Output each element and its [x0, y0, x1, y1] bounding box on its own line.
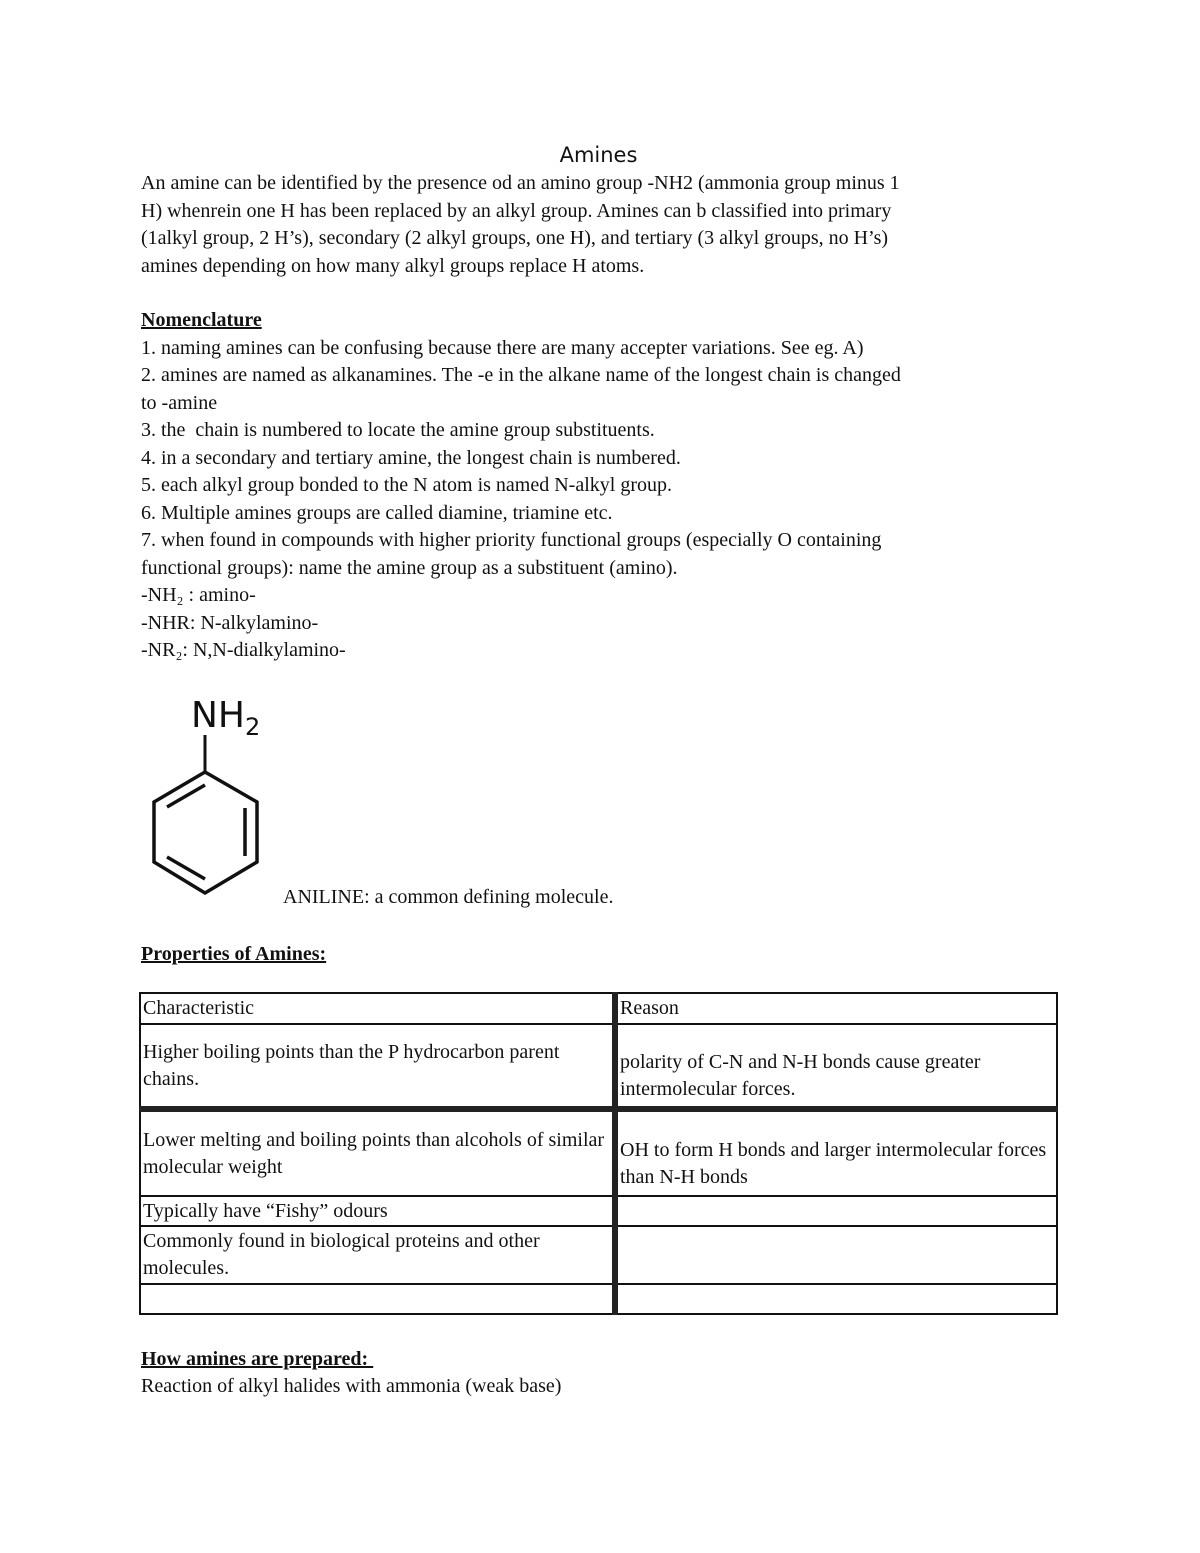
- intro-line: amines depending on how many alkyl groups replace H atoms.: [141, 254, 645, 277]
- intro-line: An amine can be identified by the presence od an amino group -NH2 (ammonia group minus 1: [141, 172, 900, 194]
- table-cell: [140, 1284, 615, 1314]
- nomenclature-line: 7. when found in compounds with higher priority functional groups (especially O containing: [141, 529, 882, 551]
- benzene-ring: [154, 772, 257, 893]
- nomenclature-line: to -amine: [141, 391, 218, 414]
- nomenclature-line: 1. naming amines can be confusing because there are many accepter variations. See eg. A): [141, 336, 864, 359]
- table-row: [140, 1109, 1057, 1196]
- nomenclature-line: 2. amines are named as alkanamines. The -e in the alkane name of the longest chain is changed: [141, 364, 901, 386]
- properties-table: [139, 992, 1058, 1315]
- table-header-row: [140, 993, 1057, 1024]
- intro-line: H) whenrein one H has been replaced by an alkyl group. Amines can b classified into primary: [141, 199, 892, 222]
- table-cell: Commonly found in biological proteins and other molecules.: [140, 1226, 615, 1284]
- table-cell: Higher boiling points than the P hydrocarbon parent chains.: [140, 1024, 615, 1109]
- ring-double-bond: [167, 785, 205, 807]
- nomenclature-line: 3. the chain is numbered to locate the amine group substituents.: [141, 419, 655, 441]
- ring-double-bond: [167, 857, 205, 879]
- table-row: [140, 1196, 1057, 1226]
- table-cell: Typically have “Fishy” odours: [140, 1196, 615, 1226]
- nomenclature-heading: Nomenclature: [141, 309, 262, 331]
- nomenclature-line: 5. each alkyl group bonded to the N atom is named N-alkyl group.: [141, 474, 672, 496]
- preparation-heading: How amines are prepared:: [141, 1348, 374, 1370]
- preparation-text: Reaction of alkyl halides with ammonia (weak base): [141, 1375, 562, 1397]
- table-row: [140, 1226, 1057, 1284]
- properties-heading: Properties of Amines:: [141, 943, 327, 965]
- header-cell: Characteristic: [140, 993, 615, 1024]
- aniline-structure: [147, 690, 277, 900]
- page-title: Amines: [559, 143, 638, 167]
- table-cell: polarity of C-N and N-H bonds cause greater intermolecular forces.: [615, 1024, 1057, 1109]
- aniline-caption: ANILINE: a common defining molecule.: [283, 886, 614, 908]
- nomenclature-line: -NR₂: N,N-dialkylamino-: [141, 639, 346, 661]
- table-row: [140, 1284, 1057, 1314]
- nomenclature-line: 4. in a secondary and tertiary amine, the longest chain is numbered.: [141, 446, 681, 469]
- nomenclature-line: 6. Multiple amines groups are called diamine, triamine etc.: [141, 501, 613, 524]
- amine-label: $NH_2$: [191, 695, 261, 741]
- intro-line: (1alkyl group, 2 H’s), secondary (2 alkyl groups, one H), and tertiary (3 alkyl groups, no H’s): [141, 227, 889, 249]
- table-cell: [615, 1196, 1057, 1226]
- table-cell: OH to form H bonds and larger intermolecular forces than N-H bonds: [615, 1109, 1057, 1196]
- table-cell: Lower melting and boiling points than alcohols of similar molecular weight: [140, 1109, 615, 1196]
- nomenclature-line: functional groups): name the amine group as a substituent (amino).: [141, 556, 678, 579]
- table-cell: [615, 1284, 1057, 1314]
- nomenclature-line: -NHR: N-alkylamino-: [141, 611, 319, 634]
- document-body: [141, 140, 1056, 665]
- table-row: [140, 1024, 1057, 1109]
- nomenclature-line: -NH₂ : amino-: [141, 584, 256, 606]
- header-cell: Reason: [615, 993, 1057, 1024]
- table-cell: [615, 1226, 1057, 1284]
